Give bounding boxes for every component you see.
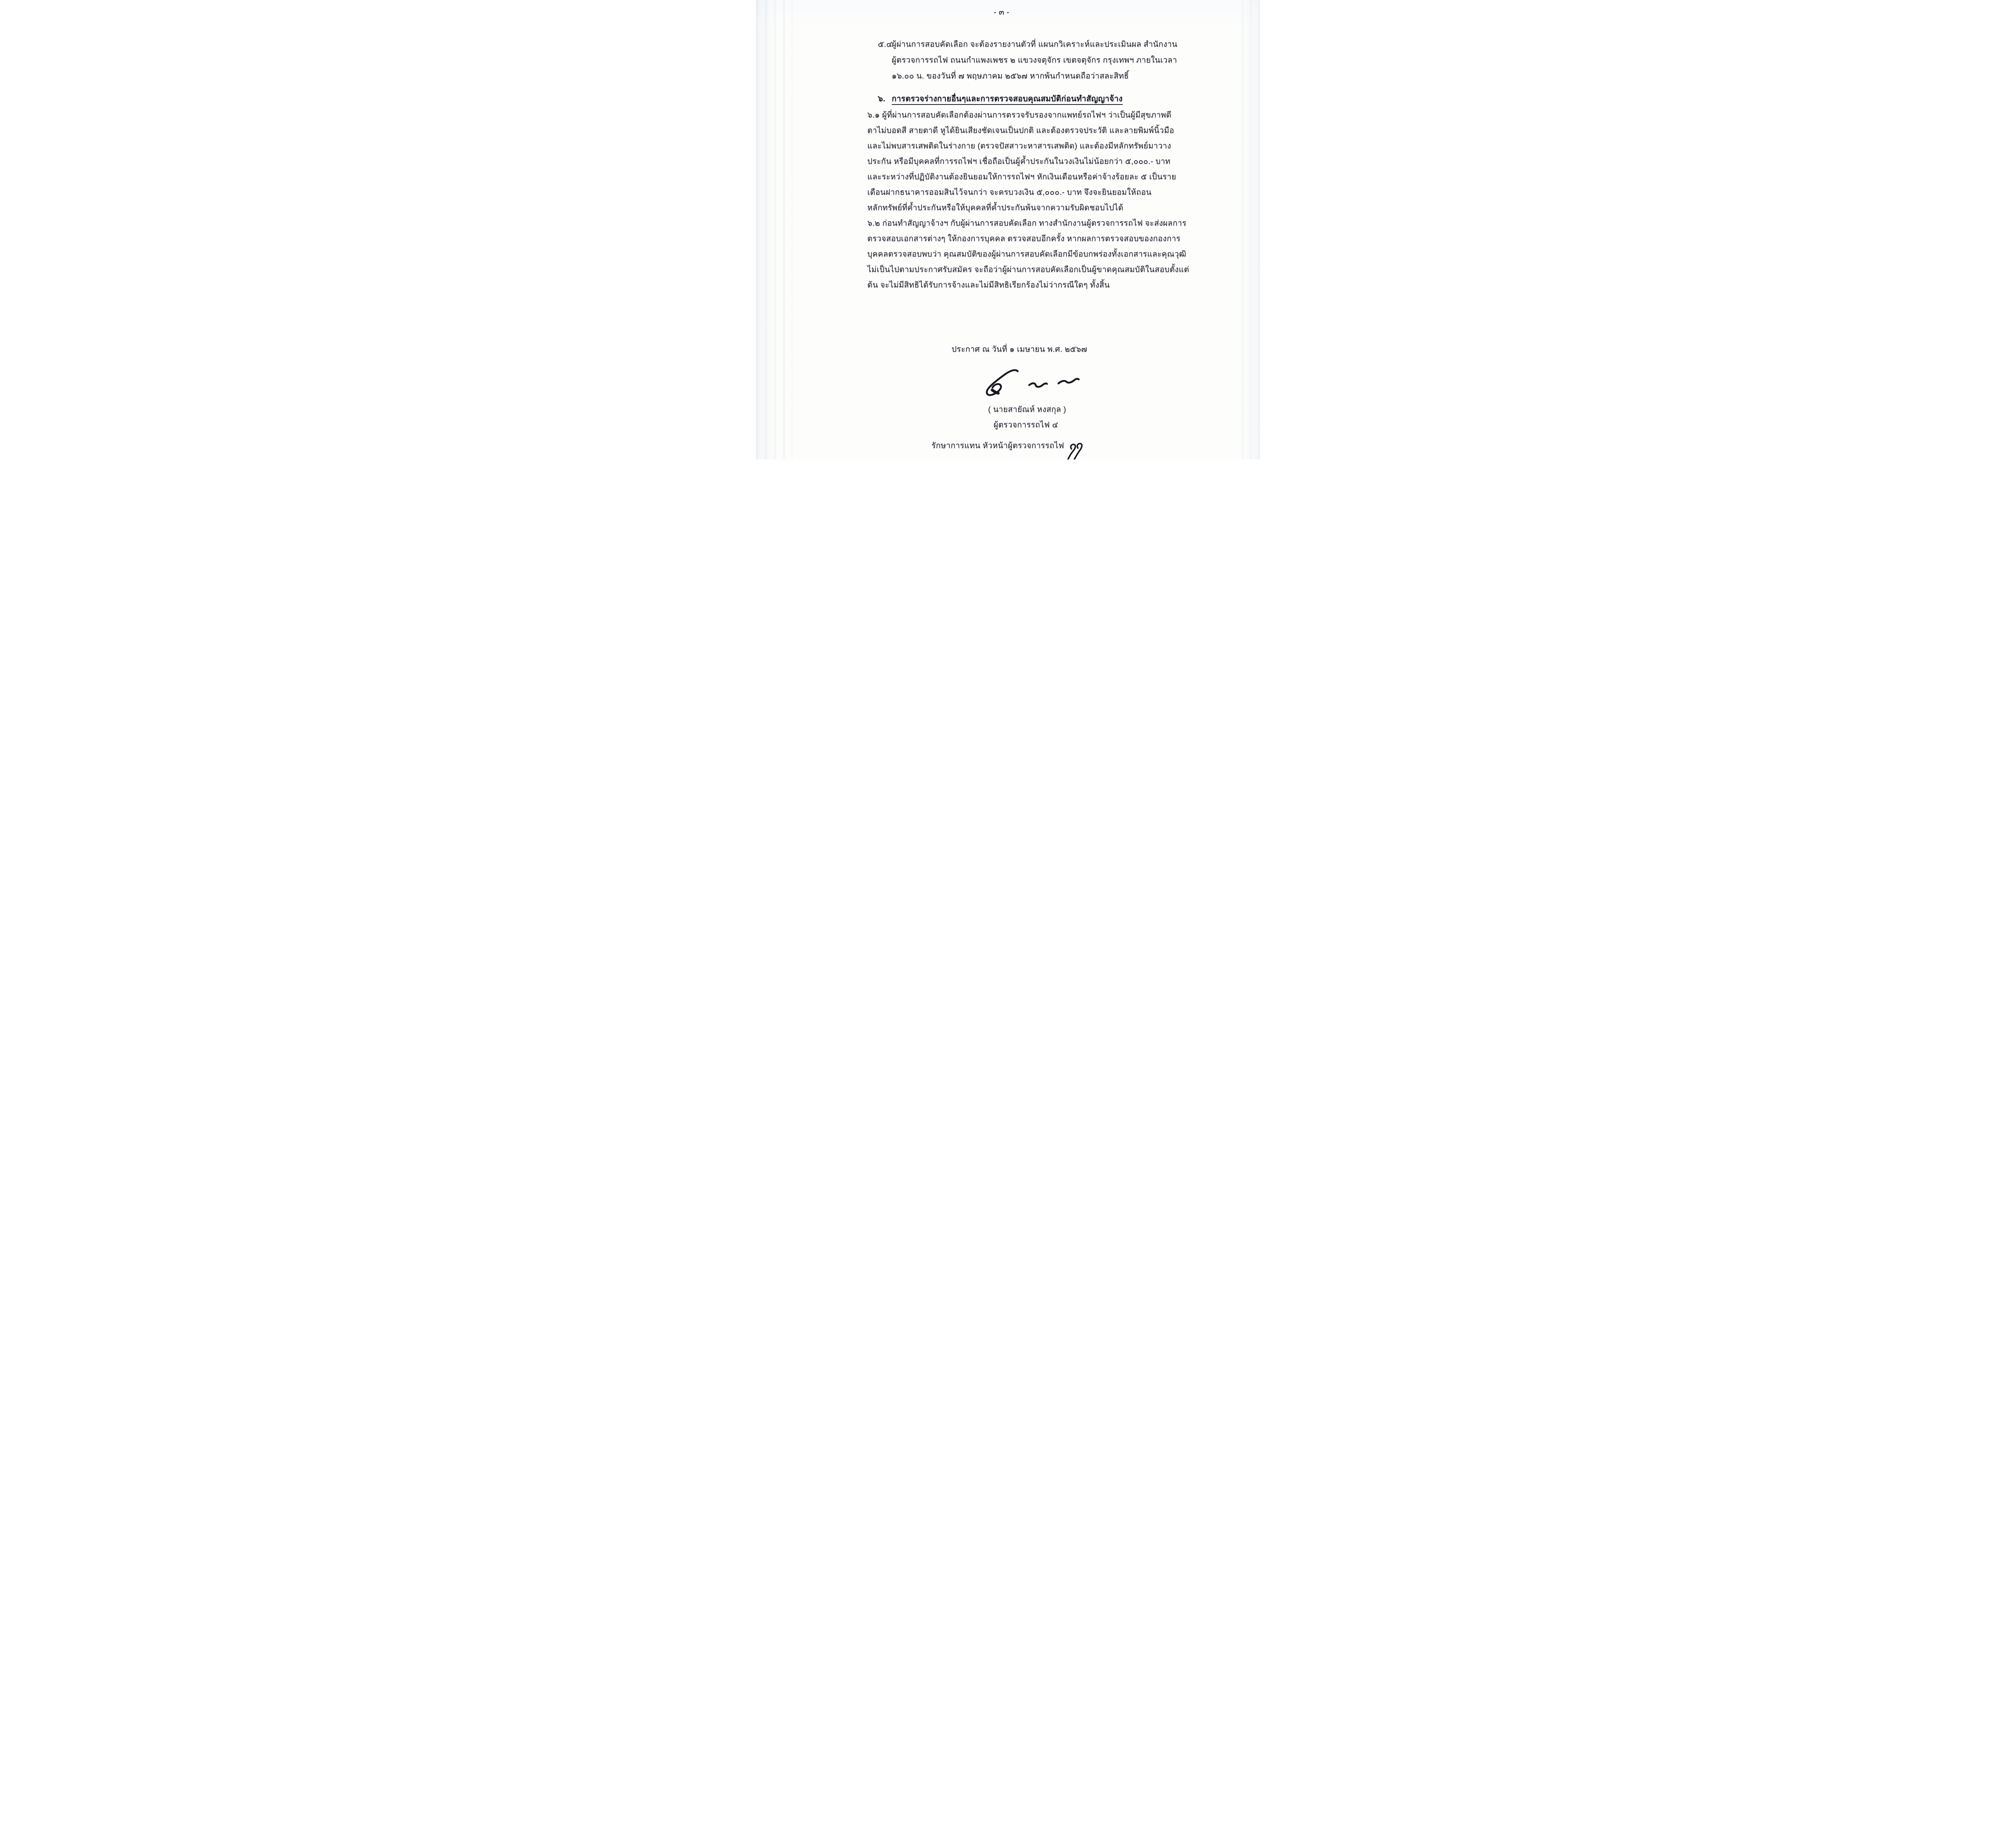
clause-6-2-line: ๖.๒ ก่อนทำสัญญาจ้างฯ กับผู้ผ่านการสอบคัดเลือก ทางสำนักงานผู้ตรวจการรถไฟ จะส่งผลการ bbox=[867, 219, 1187, 228]
clause-5-4-line: ผู้ผ่านการสอบคัดเลือก จะต้องรายงานตัวที่ แผนกวิเคราะห์และประเมินผล สำนักงาน bbox=[892, 40, 1178, 49]
handwritten-initials-icon bbox=[1066, 442, 1084, 460]
clause-5-4-line: ๑๖.๐๐ น. ของวันที่ ๗ พฤษภาคม ๒๕๖๗ หากพ้นกำหนดถือว่าสละสิทธิ์ bbox=[892, 72, 1129, 81]
clause-6-1-line: ตาไม่บอดสี สายตาดี หูได้ยินเสียงชัดเจนเป็นปกติ และต้องตรวจประวัติ และลายพิมพ์นิ้วมือ bbox=[867, 126, 1174, 135]
clause-6-2-line: ไม่เป็นไปตามประกาศรับสมัคร จะถือว่าผู้ผ่านการสอบคัดเลือกเป็นผู้ขาดคุณสมบัติในสอบตั้งแต่ bbox=[867, 265, 1189, 274]
scan-artifact-right bbox=[1236, 0, 1260, 460]
clause-6-1-line: เดือนฝากธนาคารออมสินไว้จนกว่า จะครบวงเงิน ๕,๐๐๐.- บาท จึงจะยินยอมให้ถอน bbox=[867, 188, 1152, 197]
scan-artifact-left bbox=[756, 0, 792, 460]
clause-6-1-line: ๖.๑ ผู้ที่ผ่านการสอบคัดเลือกต้องผ่านการตรวจรับรองจากแพทย์รถไฟฯ ว่าเป็นผู้มีสุขภาพดี bbox=[867, 111, 1171, 120]
clause-6-2-line: ตรวจสอบเอกสารต่างๆ ให้กองการบุคคล ตรวจสอบอีกครั้ง หากผลการตรวจสอบของกองการ bbox=[867, 234, 1181, 243]
clause-6-1-line: และระหว่างที่ปฏิบัติงานต้องยินยอมให้การรถไฟฯ หักเงินเดือนหรือค่าจ้างร้อยละ ๕ เป็นราย bbox=[867, 172, 1176, 181]
section-6-marker: ๖. bbox=[878, 94, 886, 103]
clause-6-2-line: ต้น จะไม่มีสิทธิได้รับการจ้างและไม่มีสิทธิเรียกร้องไม่ว่ากรณีใดๆ ทั้งสิ้น bbox=[867, 281, 1110, 290]
clause-6-1-line: และไม่พบสารเสพติดในร่างกาย (ตรวจปัสสาวะหาสารเสพติด) และต้องมีหลักทรัพย์มาวาง bbox=[867, 142, 1171, 150]
signer-position: ผู้ตรวจการรถไฟ ๔ bbox=[993, 420, 1058, 429]
section-6-heading-text: การตรวจร่างกายอื่นๆและการตรวจสอบคุณสมบัติก่อนทำสัญญาจ้าง bbox=[892, 94, 1123, 105]
clause-5-4-marker: ๕.๔ bbox=[878, 40, 893, 49]
section-6-heading bbox=[892, 94, 1123, 104]
signer-name: ( นายสายัณห์ หงสกุล ) bbox=[988, 405, 1066, 414]
clause-6-2-line: บุคคลตรวจสอบพบว่า คุณสมบัติของผู้ผ่านการสอบคัดเลือกมีข้อบกพร่องทั้งเอกสารและคุณวุฒิ bbox=[867, 250, 1187, 259]
clause-6-1-line: หลักทรัพย์ที่ค้ำประกันหรือให้บุคคลที่ค้ำประกันพ้นจากความรับผิดชอบไปได้ bbox=[867, 203, 1123, 212]
document-page bbox=[756, 0, 1260, 460]
clause-5-4-line: ผู้ตรวจการรถไฟ ถนนกำแพงเพชร ๒ แขวงจตุจักร เขตจตุจักร กรุงเทพฯ ภายในเวลา bbox=[892, 56, 1177, 65]
signer-acting-text: รักษาการแทน หัวหน้าผู้ตรวจการรถไฟ bbox=[931, 441, 1065, 451]
handwritten-signature-icon bbox=[979, 367, 1101, 401]
page-number: - ๓ - bbox=[993, 8, 1010, 17]
announcement-date-line: ประกาศ ณ วันที่ ๑ เมษายน พ.ศ. ๒๕๖๗ bbox=[951, 345, 1087, 354]
clause-6-1-line: ประกัน หรือมีบุคคลที่การรถไฟฯ เชื่อถือเป็นผู้ค้ำประกันในวงเงินไม่น้อยกว่า ๕,๐๐๐.- บาท bbox=[867, 157, 1171, 166]
signer-acting-line bbox=[878, 436, 1138, 456]
